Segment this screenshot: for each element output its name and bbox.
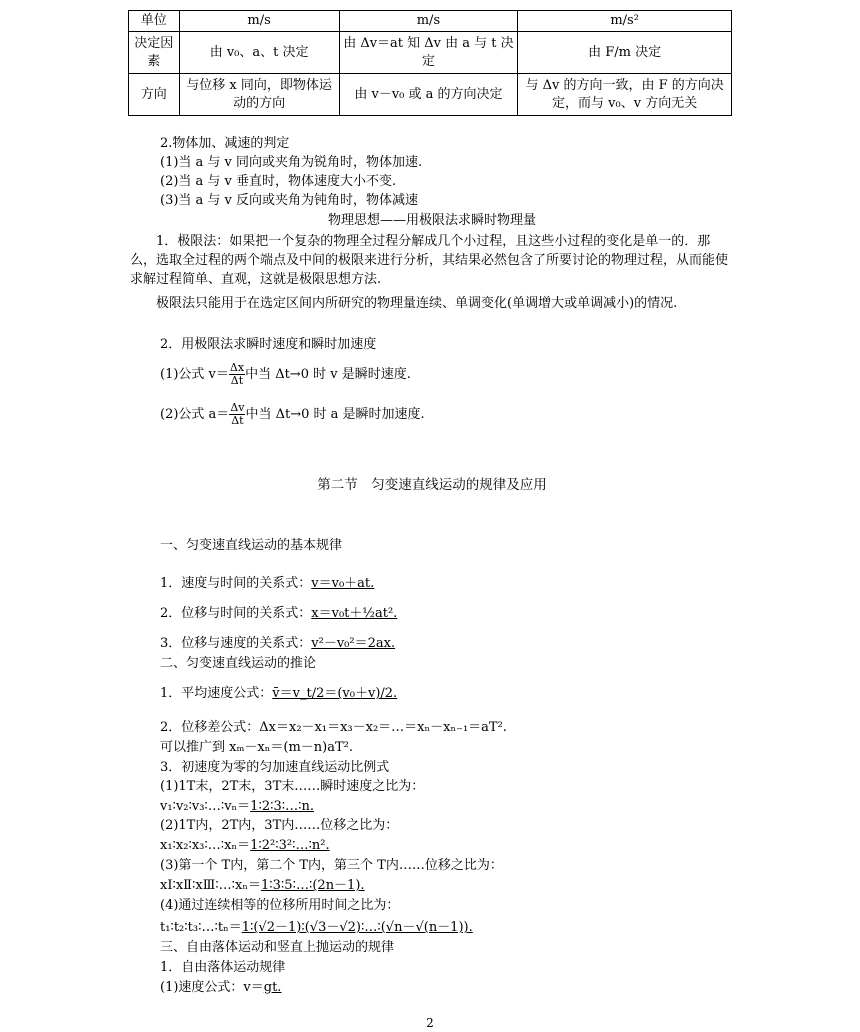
fraction-denominator: Δt: [230, 374, 244, 387]
table-cell: 由 F/m 决定: [518, 32, 732, 74]
equation: v̄＝v_t/2＝(v₀＋v)/2.: [272, 686, 398, 701]
table-row: [129, 74, 732, 116]
infer-line: 3．初速度为零的匀加速直线运动比例式: [160, 760, 390, 775]
table-cell: 由 Δv＝at 知 Δv 由 a 与 t 决定: [339, 32, 518, 74]
infer-heading: 二、匀变速直线运动的推论: [160, 656, 317, 671]
table-cell: 由 v₀、a、t 决定: [179, 32, 339, 74]
table-row: [129, 32, 732, 74]
formula-text: 中当 Δt→0 时 v 是瞬时速度.: [245, 367, 411, 382]
infer-line: (3)第一个 T内，第二个 T内，第三个 T内……位移之比为：: [160, 858, 503, 873]
line-label: (1)速度公式：v＝: [160, 980, 264, 995]
section-title: 第二节 匀变速直线运动的规律及应用: [317, 477, 547, 493]
line-label: 2．位移与时间的关系式：: [160, 606, 312, 621]
table-cell: m/s: [339, 11, 518, 32]
thought-heading: 物理思想——用极限法求瞬时物理量: [327, 213, 536, 228]
judge-item: (2)当 a 与 v 垂直时，物体速度大小不变.: [160, 174, 397, 189]
fraction: [229, 402, 245, 427]
equation: x＝v₀t＋½at².: [311, 606, 398, 621]
formula-velocity: [160, 358, 764, 392]
table-cell: 与位移 x 同向，即物体运动的方向: [179, 74, 339, 116]
line-label: x₁∶x₂∶x₃∶…∶xₙ＝: [160, 838, 251, 853]
equation: 1∶2²∶3²∶…∶n².: [250, 838, 330, 853]
formula-text: (1)公式 v＝: [160, 367, 229, 382]
free-heading: 三、自由落体运动和竖直上抛运动的规律: [160, 940, 395, 955]
infer-line: 可以推广到 xₘ－xₙ＝(m－n)aT².: [160, 740, 354, 755]
judge-title: 2.物体加、减速的判定: [160, 136, 290, 151]
thought-paragraph: 极限法只能用于在选定区间内所研究的物理量连续、单调变化(单调增大或单调减小)的情况.: [156, 296, 678, 311]
table-cell: 决定因素: [129, 32, 180, 74]
basic-heading: 一、匀变速直线运动的基本规律: [160, 538, 343, 553]
basic-line: [160, 604, 764, 623]
table-cell: 单位: [129, 11, 180, 32]
table-cell: 方向: [129, 74, 180, 116]
equation: 1∶2∶3∶…∶n.: [250, 799, 315, 814]
table-row: [129, 11, 732, 32]
table-cell: 与 Δv 的方向一致，由 F 的方向决定，而与 v₀、v 方向无关: [518, 74, 732, 116]
basic-line: [160, 574, 764, 593]
formula-text: (2)公式 a＝: [160, 407, 230, 422]
free-line: [160, 978, 764, 997]
equation: v²－v₀²＝2ax.: [311, 636, 396, 651]
equation: 1∶3∶5∶…∶(2n－1).: [261, 878, 365, 893]
fraction-denominator: Δt: [231, 414, 244, 427]
basic-line: [160, 634, 764, 653]
free-line: 1．自由落体运动规律: [160, 960, 286, 975]
judge-item: (1)当 a 与 v 同向或夹角为锐角时，物体加速.: [160, 155, 423, 170]
line-label: 1．速度与时间的关系式：: [160, 576, 312, 591]
infer-line: [160, 718, 764, 737]
table-cell: m/s²: [518, 11, 732, 32]
line-label: 1．平均速度公式：: [160, 686, 273, 701]
equation: v＝v₀＋at.: [311, 576, 375, 591]
infer-line: [160, 876, 764, 895]
table-cell: m/s: [179, 11, 339, 32]
thought-paragraph: 1．极限法：如果把一个复杂的物理全过程分解成几个小过程，且这些小过程的变化是单一的．那么，选取全过程的两个端点及中间的极限来进行分析，其结果必然包含了所要讨论的物理过程，从而能使求解过程简单、直观，这就是极限思想方法.: [130, 234, 729, 287]
infer-line: (2)1T内，2T内，3T内……位移之比为：: [160, 818, 399, 833]
line-label: t₁∶t₂∶t₃∶…∶tₙ＝: [160, 920, 242, 935]
table-cell: 由 v－v₀ 或 a 的方向决定: [339, 74, 518, 116]
infer-line: [160, 797, 764, 816]
equation: Δx＝x₂－x₁＝x₃－x₂＝…＝xₙ－xₙ₋₁＝aT².: [259, 720, 507, 735]
line-label: xⅠ∶xⅡ∶xⅢ∶…∶xₙ＝: [160, 878, 261, 893]
judge-item: (3)当 a 与 v 反向或夹角为钝角时，物体减速: [160, 193, 419, 208]
infer-line: [160, 836, 764, 855]
line-label: 3．位移与速度的关系式：: [160, 636, 312, 651]
infer-line: (4)通过连续相等的位移所用时间之比为：: [160, 898, 400, 913]
fraction-numerator: Δx: [229, 361, 245, 374]
line-label: v₁∶v₂∶v₃∶…∶vₙ＝: [160, 799, 251, 814]
fraction-numerator: Δv: [230, 401, 245, 414]
fraction: [229, 362, 245, 387]
comparison-table: [128, 10, 732, 116]
equation: 1∶(√2－1)∶(√3－√2)∶…∶(√n－√(n－1)).: [241, 920, 473, 935]
infer-line: [160, 684, 764, 703]
thought-subheading: 2．用极限法求瞬时速度和瞬时加速度: [160, 337, 377, 352]
formula-acceleration: [160, 398, 764, 432]
line-label: 2．位移差公式：: [160, 720, 260, 735]
equation: gt.: [263, 980, 282, 995]
infer-line: [160, 918, 764, 937]
infer-line: (1)1T末，2T末，3T末……瞬时速度之比为：: [160, 779, 425, 794]
page-number: 2: [426, 1016, 434, 1030]
formula-text: 中当 Δt→0 时 a 是瞬时加速度.: [245, 407, 425, 422]
